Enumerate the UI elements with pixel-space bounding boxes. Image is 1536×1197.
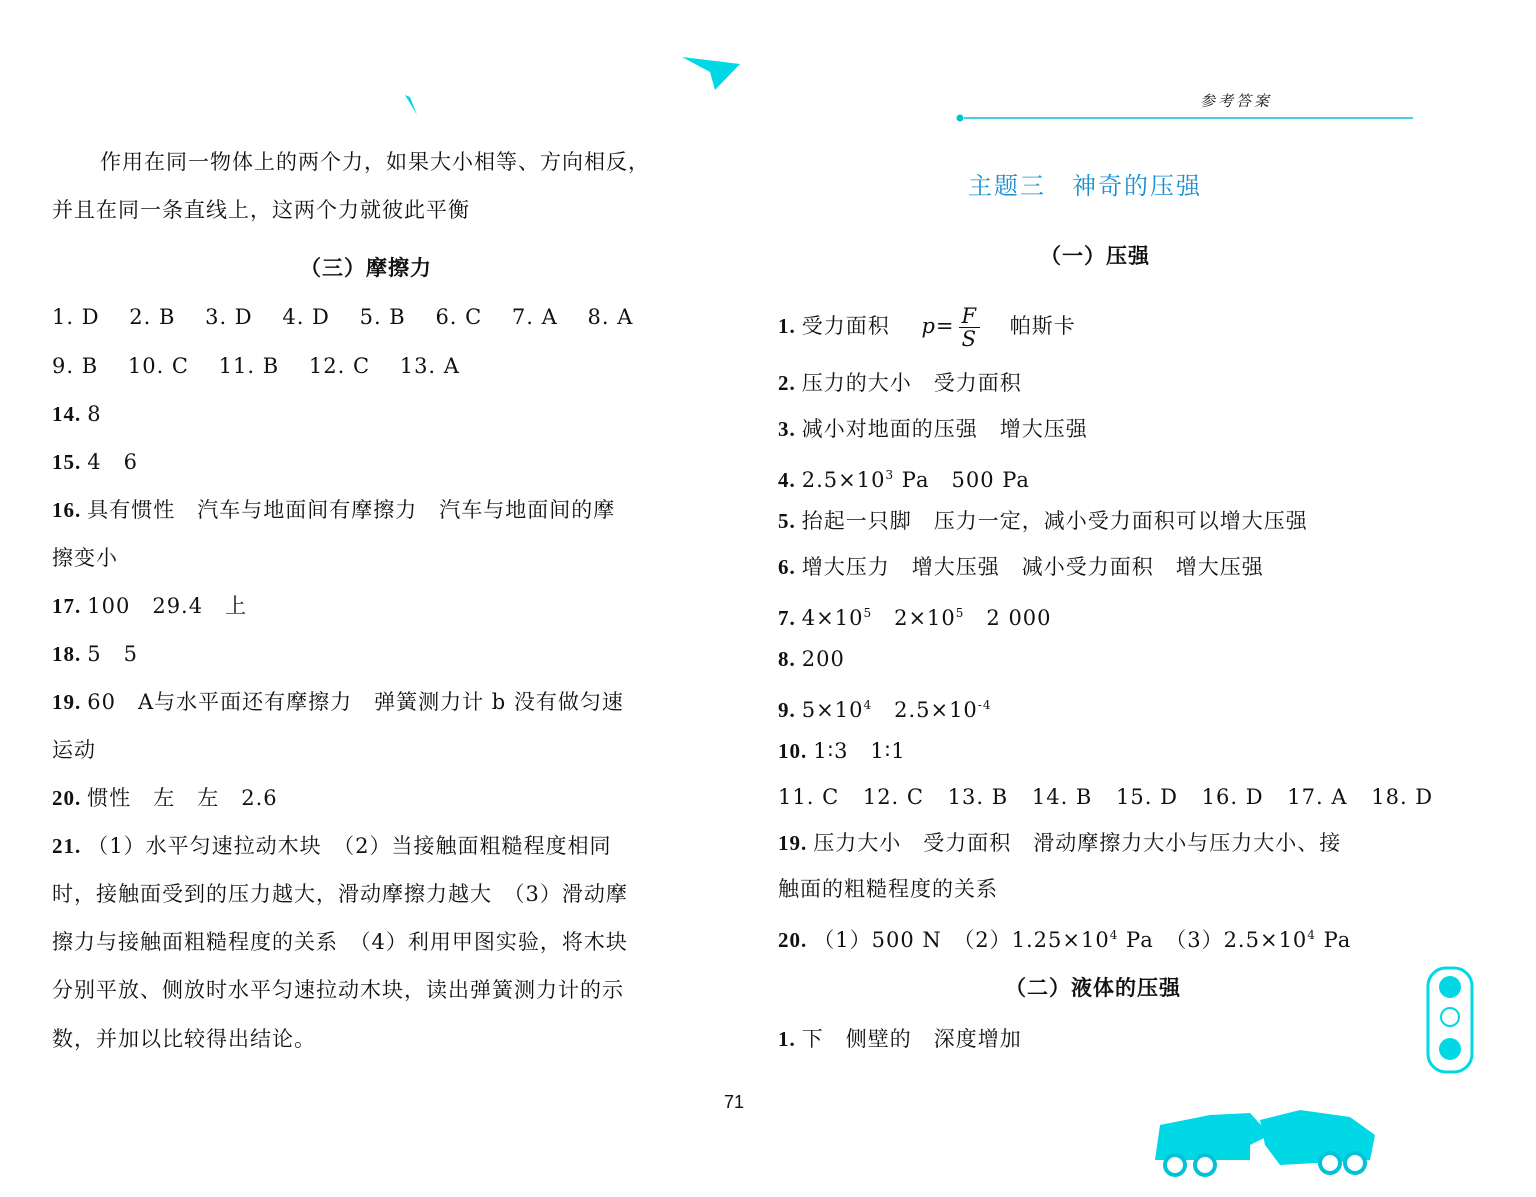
pressure-formula: $\frac{F}{S}$ [959,305,981,350]
section-title-liquid-pressure: （二）液体的压强 [1005,975,1181,1000]
intro-line-2: 并且在同一条直线上，这两个力就彼此平衡 [52,198,470,222]
answer-21-line-2: 时，接触面受到的压力越大，滑动摩擦力越大 （3）滑动摩 [52,882,628,906]
answer-r2: 2. 压力的大小 受力面积 [778,371,1022,395]
page-header-title: 参考答案 [1200,92,1273,110]
page-number: 71 [724,1092,745,1112]
mc-row-1 [52,302,633,332]
answer-r7: 7. $4\times 10^5$ $2\times 10^5$ 2 000 [778,606,1052,630]
answer-13: 13. A [399,354,460,378]
bird-decoration-right [680,52,745,92]
answer-r1b: 1. 下 侧壁的 深度增加 [778,1027,1022,1051]
answer-2: 2. B [129,305,176,329]
theme-title: 主题三 神奇的压强 [968,172,1202,200]
mc-row-2 [52,351,460,381]
answer-18: 18. 5 5 [52,642,138,666]
answer-21-line-3: 擦力与接触面粗糙程度的关系 （4）利用甲图实验，将木块 [52,930,628,954]
answer-r10: 10. 1∶3 1∶1 [778,739,906,763]
answer-r12: 12. C [862,785,924,809]
answer-r16: 16. D [1201,785,1264,809]
answer-10: 10. C [127,354,189,378]
answer-r15: 15. D [1116,785,1178,809]
dots-decoration [1425,965,1475,1075]
answer-r6: 6. 增大压力 增大压强 减小受力面积 增大压强 [778,555,1264,579]
answer-21-line-5: 数，并加以比较得出结论。 [52,1027,316,1051]
answer-r20: 20. （1）500 N $(2)1.25\times 10^4$ Pa $(3)2.5\times 10^4$ Pa [778,928,1352,952]
intro-line-1: 作用在同一物体上的两个力，如果大小相等、方向相反， [100,150,650,174]
answer-r9: 9. $5\times 10^4$ $2.5\times 10^{-4}$ [778,698,992,722]
car-decoration [1150,1105,1380,1180]
answer-20: 20. 惯性 左 左 2.6 [52,786,278,810]
answer-r4: 4. $2.5\times 10^3$ Pa 500 Pa [778,468,1030,492]
answer-14: 14. 8 [52,402,102,426]
answer-r1: 1. 受力面积 p= $\frac{F}{S}$ 帕斯卡 [778,304,1076,351]
answer-5: 5. B [359,305,406,329]
answer-r11: 11. C [778,785,840,809]
answer-r5: 5. 抬起一只脚 压力一定，减小受力面积可以增大压强 [778,509,1308,533]
answer-8: 8. A [587,305,634,329]
bird-decoration-left [365,75,425,120]
answer-r19: 19. 压力大小 受力面积 滑动摩擦力大小与压力大小、接 [778,831,1342,855]
answer-17: 17. 100 29.4 上 [52,594,248,618]
answer-15: 15. 4 6 [52,450,138,474]
answer-21-line-4: 分别平放、侧放时水平匀速拉动木块，读出弹簧测力计的示 [52,978,624,1002]
answer-3: 3. D [205,305,253,329]
answer-1: 1. D [52,305,100,329]
answer-r13: 13. B [947,785,1009,809]
answer-r18: 18. D [1371,785,1434,809]
answer-r8: 8. 200 [778,647,845,671]
answer-6: 6. C [435,305,483,329]
answer-7: 7. A [511,305,558,329]
answer-r14: 14. B [1031,785,1093,809]
answer-r19-cont: 触面的粗糙程度的关系 [778,877,998,901]
answer-21: 21. （1）水平匀速拉动木块 （2）当接触面粗糙程度相同 [52,834,612,858]
header-rule [955,112,1415,124]
section-title-friction: （三）摩擦力 [300,255,432,280]
section-title-pressure: （一）压强 [1040,243,1150,268]
answer-16: 16. 具有惯性 汽车与地面间有摩擦力 汽车与地面间的摩 [52,498,616,522]
answer-11: 11. B [218,354,280,378]
answer-r3: 3. 减小对地面的压强 增大压强 [778,417,1088,441]
answer-12: 12. C [308,354,371,378]
answer-19: 19. 60 A与水平面还有摩擦力 弹簧测力计 b 没有做匀速 [52,690,624,714]
answer-19-cont: 运动 [52,738,96,762]
answer-r17: 17. A [1287,785,1348,809]
answer-4: 4. D [282,305,330,329]
mc-row-right [778,782,1433,812]
answer-16-cont: 擦变小 [52,546,118,570]
answer-9: 9. B [52,354,99,378]
